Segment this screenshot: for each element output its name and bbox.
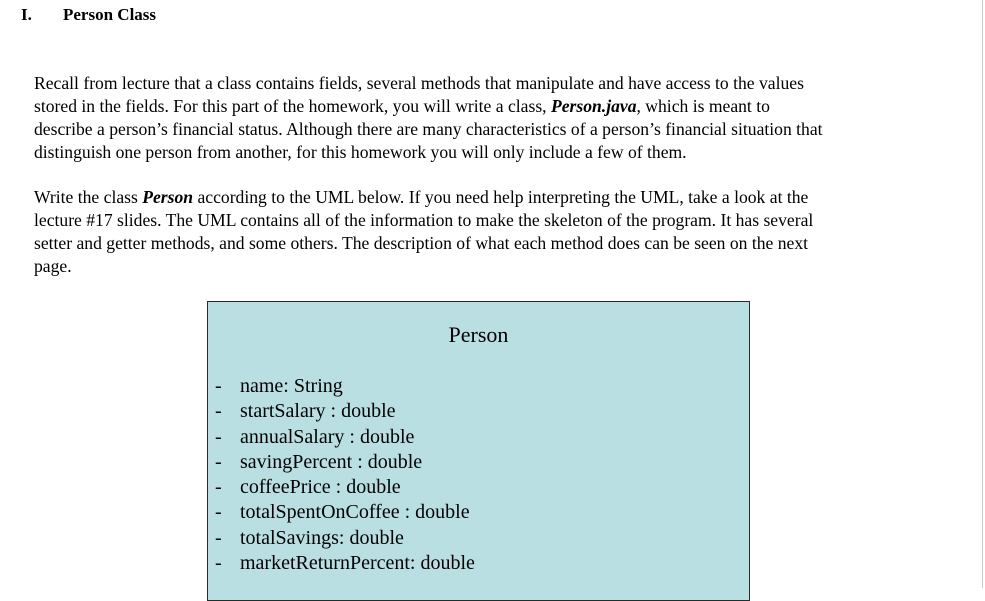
page-edge	[982, 0, 983, 588]
text-run: stored in the fields. For this part of the homework, you will write a class,	[34, 96, 551, 116]
text-run: Write the class	[34, 187, 143, 207]
section-title: Person Class	[63, 5, 157, 24]
uml-field	[208, 526, 749, 551]
field-text: totalSavings: double	[240, 526, 404, 549]
private-marker: -	[215, 476, 222, 499]
field-text: coffeePrice : double	[240, 476, 401, 499]
instructions-paragraph	[34, 186, 974, 278]
private-marker: -	[215, 400, 222, 423]
field-text: startSalary : double	[240, 400, 396, 423]
uml-field	[208, 450, 749, 475]
paragraph-line: setter and getter methods, and some others. The description of what each method does can be seen on the next	[34, 233, 809, 253]
private-marker: -	[215, 450, 222, 473]
uml-class-name: Person	[448, 322, 509, 347]
paragraph-line: lecture #17 slides. The UML contains all of the information to make the skeleton of the program. It has several	[34, 210, 814, 230]
private-marker: -	[215, 501, 222, 524]
uml-field	[208, 500, 749, 525]
uml-field	[208, 374, 749, 399]
text-run: , which is meant to	[636, 96, 770, 116]
paragraph-line: page.	[34, 256, 72, 276]
paragraph-line: Recall from lecture that a class contains fields, several methods that manipulate and have access to the values	[34, 73, 804, 93]
uml-field-list	[208, 374, 749, 576]
uml-field	[208, 399, 749, 424]
field-text: totalSpentOnCoffee : double	[240, 501, 470, 524]
private-marker: -	[215, 552, 222, 575]
classname-emphasis: Person	[142, 187, 194, 207]
text-run: according to the UML below. If you need help interpreting the UML, take a look at the	[193, 187, 809, 207]
uml-field	[208, 475, 749, 500]
paragraph-line: distinguish one person from another, for this homework you will only include a few of them.	[34, 142, 687, 162]
field-text: marketReturnPercent: double	[240, 552, 475, 575]
uml-class-diagram	[207, 301, 750, 601]
private-marker: -	[215, 425, 222, 448]
field-text: savingPercent : double	[240, 450, 423, 473]
paragraph-line	[34, 186, 974, 209]
field-text: annualSalary : double	[240, 425, 415, 448]
field-text: name: String	[240, 375, 343, 397]
uml-field	[208, 425, 749, 450]
paragraph-line: describe a person’s financial status. Although there are many characteristics of a person’s financial situation that	[34, 119, 823, 139]
paragraph-line	[34, 95, 974, 118]
intro-paragraph	[34, 72, 974, 164]
private-marker: -	[215, 375, 222, 397]
uml-field	[208, 551, 749, 576]
section-number: I.	[21, 5, 32, 24]
filename-emphasis: Person.java	[550, 96, 637, 116]
private-marker: -	[215, 526, 222, 549]
